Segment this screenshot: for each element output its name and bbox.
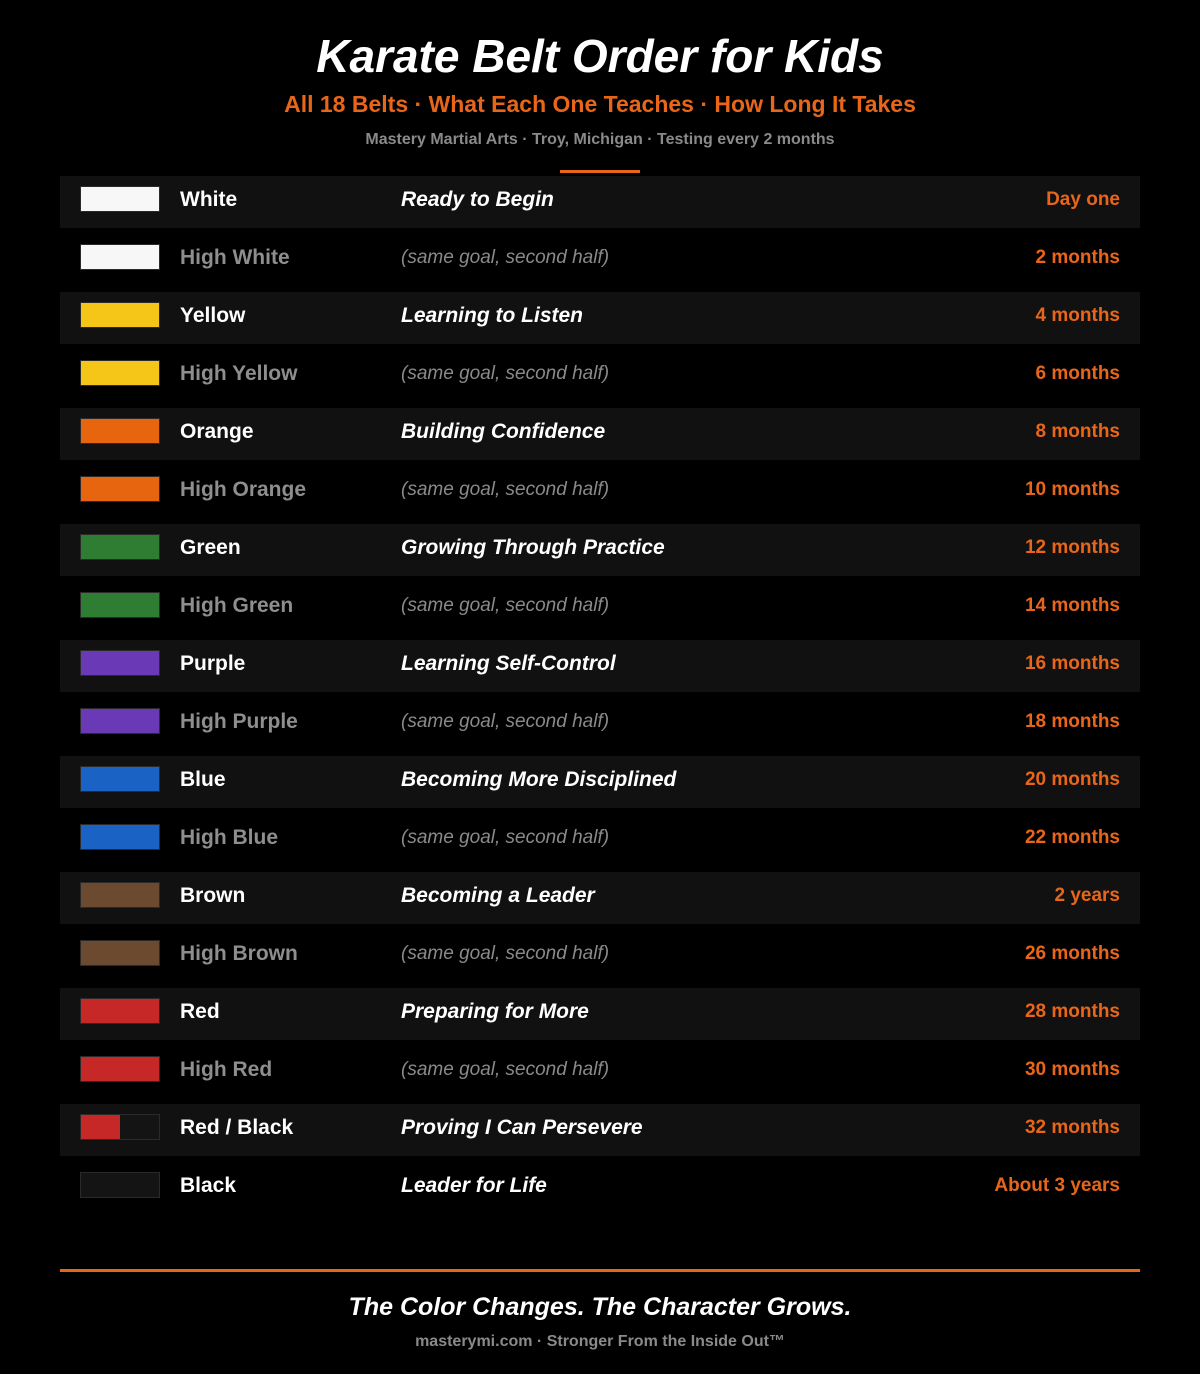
belt-swatch-segment (81, 1173, 159, 1197)
belt-name: High Blue (180, 826, 278, 849)
belt-row (60, 872, 1140, 924)
belt-goal: Growing Through Practice (401, 536, 665, 559)
belt-time: 6 months (1035, 363, 1120, 384)
belt-row (60, 176, 1140, 228)
belt-time: 10 months (1024, 479, 1120, 500)
belt-row (60, 930, 1140, 982)
belt-goal: Leader for Life (401, 1174, 547, 1197)
belt-time: 8 months (1035, 421, 1120, 442)
belt-goal: Proving I Can Persevere (401, 1116, 643, 1139)
belt-swatch-segment (81, 941, 159, 965)
belt-name: High Purple (180, 710, 298, 733)
belt-swatch-segment (81, 535, 159, 559)
belt-name: Green (180, 536, 241, 559)
belt-name: White (180, 188, 238, 211)
belt-name: High Orange (180, 478, 307, 501)
belt-name: Purple (180, 652, 246, 675)
belt-name: High White (180, 246, 290, 269)
page-title: Karate Belt Order for Kids (316, 30, 884, 82)
belt-swatch-segment (81, 825, 159, 849)
belt-swatch-segment (120, 1115, 159, 1139)
belt-time: 12 months (1024, 537, 1120, 558)
belt-goal: Becoming More Disciplined (401, 768, 677, 791)
page-tagline: Mastery Martial Arts · Troy, Michigan · Testing every 2 months (365, 131, 835, 148)
belt-goal: Preparing for More (401, 1000, 589, 1023)
belt-goal: (same goal, second half) (401, 479, 610, 500)
belt-time: 2 months (1035, 247, 1120, 268)
belt-row (60, 408, 1140, 460)
belt-name: High Red (180, 1058, 273, 1081)
belt-swatch-segment (81, 245, 159, 269)
belt-swatch (80, 940, 160, 966)
belt-name: Red (180, 1000, 220, 1023)
belt-time: 30 months (1024, 1059, 1120, 1080)
belt-goal: (same goal, second half) (401, 943, 610, 964)
belt-swatch-segment (81, 361, 159, 385)
belt-time: 2 years (1054, 885, 1120, 906)
belt-swatch (80, 708, 160, 734)
belt-row (60, 1104, 1140, 1156)
footer-site: masterymi.com · Stronger From the Inside Out™ (415, 1333, 785, 1350)
belt-goal: (same goal, second half) (401, 363, 610, 384)
belt-time: 14 months (1024, 595, 1120, 616)
belt-row (60, 1162, 1140, 1214)
belt-row (60, 466, 1140, 518)
belt-swatch (80, 650, 160, 676)
belt-goal: Learning to Listen (401, 304, 584, 327)
belt-name: Black (180, 1174, 237, 1197)
belt-time: 18 months (1024, 711, 1120, 732)
belt-swatch-segment (81, 1115, 120, 1139)
belt-swatch (80, 998, 160, 1024)
belt-swatch (80, 302, 160, 328)
belt-time: 20 months (1024, 769, 1120, 790)
belt-swatch (80, 418, 160, 444)
footer-motto: The Color Changes. The Character Grows. (348, 1293, 852, 1321)
belt-goal: (same goal, second half) (401, 595, 610, 616)
belt-time: 4 months (1035, 305, 1120, 326)
belt-swatch (80, 1114, 160, 1140)
belt-name: High Yellow (180, 362, 298, 385)
belt-swatch (80, 534, 160, 560)
belt-goal: (same goal, second half) (401, 711, 610, 732)
belt-swatch-segment (81, 303, 159, 327)
belt-row (60, 988, 1140, 1040)
belt-swatch (80, 1056, 160, 1082)
belt-swatch (80, 244, 160, 270)
belt-swatch-segment (81, 709, 159, 733)
belt-row (60, 292, 1140, 344)
belt-name: Red / Black (180, 1116, 294, 1139)
belt-row (60, 582, 1140, 634)
belt-swatch (80, 476, 160, 502)
belt-goal: Learning Self-Control (401, 652, 616, 675)
header-divider (560, 170, 640, 173)
belt-swatch-segment (81, 477, 159, 501)
belt-swatch-segment (81, 187, 159, 211)
belt-row (60, 234, 1140, 286)
belt-time: 22 months (1024, 827, 1120, 848)
belt-swatch-segment (81, 419, 159, 443)
belt-swatch-segment (81, 593, 159, 617)
belt-time: 16 months (1024, 653, 1120, 674)
belt-goal: (same goal, second half) (401, 1059, 610, 1080)
belt-swatch-segment (81, 999, 159, 1023)
belt-swatch (80, 1172, 160, 1198)
footer-divider (60, 1269, 1140, 1272)
belt-swatch-segment (81, 883, 159, 907)
belt-name: Orange (180, 420, 254, 443)
header (0, 0, 1200, 173)
belt-row (60, 1046, 1140, 1098)
belt-time: Day one (1046, 189, 1120, 210)
belt-row (60, 524, 1140, 576)
belt-name: High Brown (180, 942, 298, 965)
belt-goal: Ready to Begin (401, 188, 554, 211)
belt-swatch (80, 360, 160, 386)
belt-swatch-segment (81, 1057, 159, 1081)
belt-name: Brown (180, 884, 246, 907)
belt-row (60, 640, 1140, 692)
belt-swatch-segment (81, 651, 159, 675)
belt-name: Yellow (180, 304, 246, 327)
belt-goal: (same goal, second half) (401, 827, 610, 848)
belt-swatch (80, 766, 160, 792)
belt-swatch (80, 186, 160, 212)
belt-name: High Green (180, 594, 294, 617)
belt-row (60, 756, 1140, 808)
belt-goal: Becoming a Leader (401, 884, 595, 907)
belt-list (60, 176, 1140, 1220)
page-subtitle: All 18 Belts · What Each One Teaches · How Long It Takes (284, 91, 916, 117)
belt-time: About 3 years (994, 1175, 1120, 1196)
belt-row (60, 814, 1140, 866)
belt-goal: (same goal, second half) (401, 247, 610, 268)
belt-swatch (80, 824, 160, 850)
belt-row (60, 350, 1140, 402)
belt-name: Blue (180, 768, 226, 791)
belt-swatch (80, 882, 160, 908)
belt-time: 28 months (1024, 1001, 1120, 1022)
belt-swatch-segment (81, 767, 159, 791)
belt-time: 32 months (1024, 1117, 1120, 1138)
belt-swatch (80, 592, 160, 618)
belt-time: 26 months (1024, 943, 1120, 964)
belt-row (60, 698, 1140, 750)
belt-goal: Building Confidence (401, 420, 606, 443)
